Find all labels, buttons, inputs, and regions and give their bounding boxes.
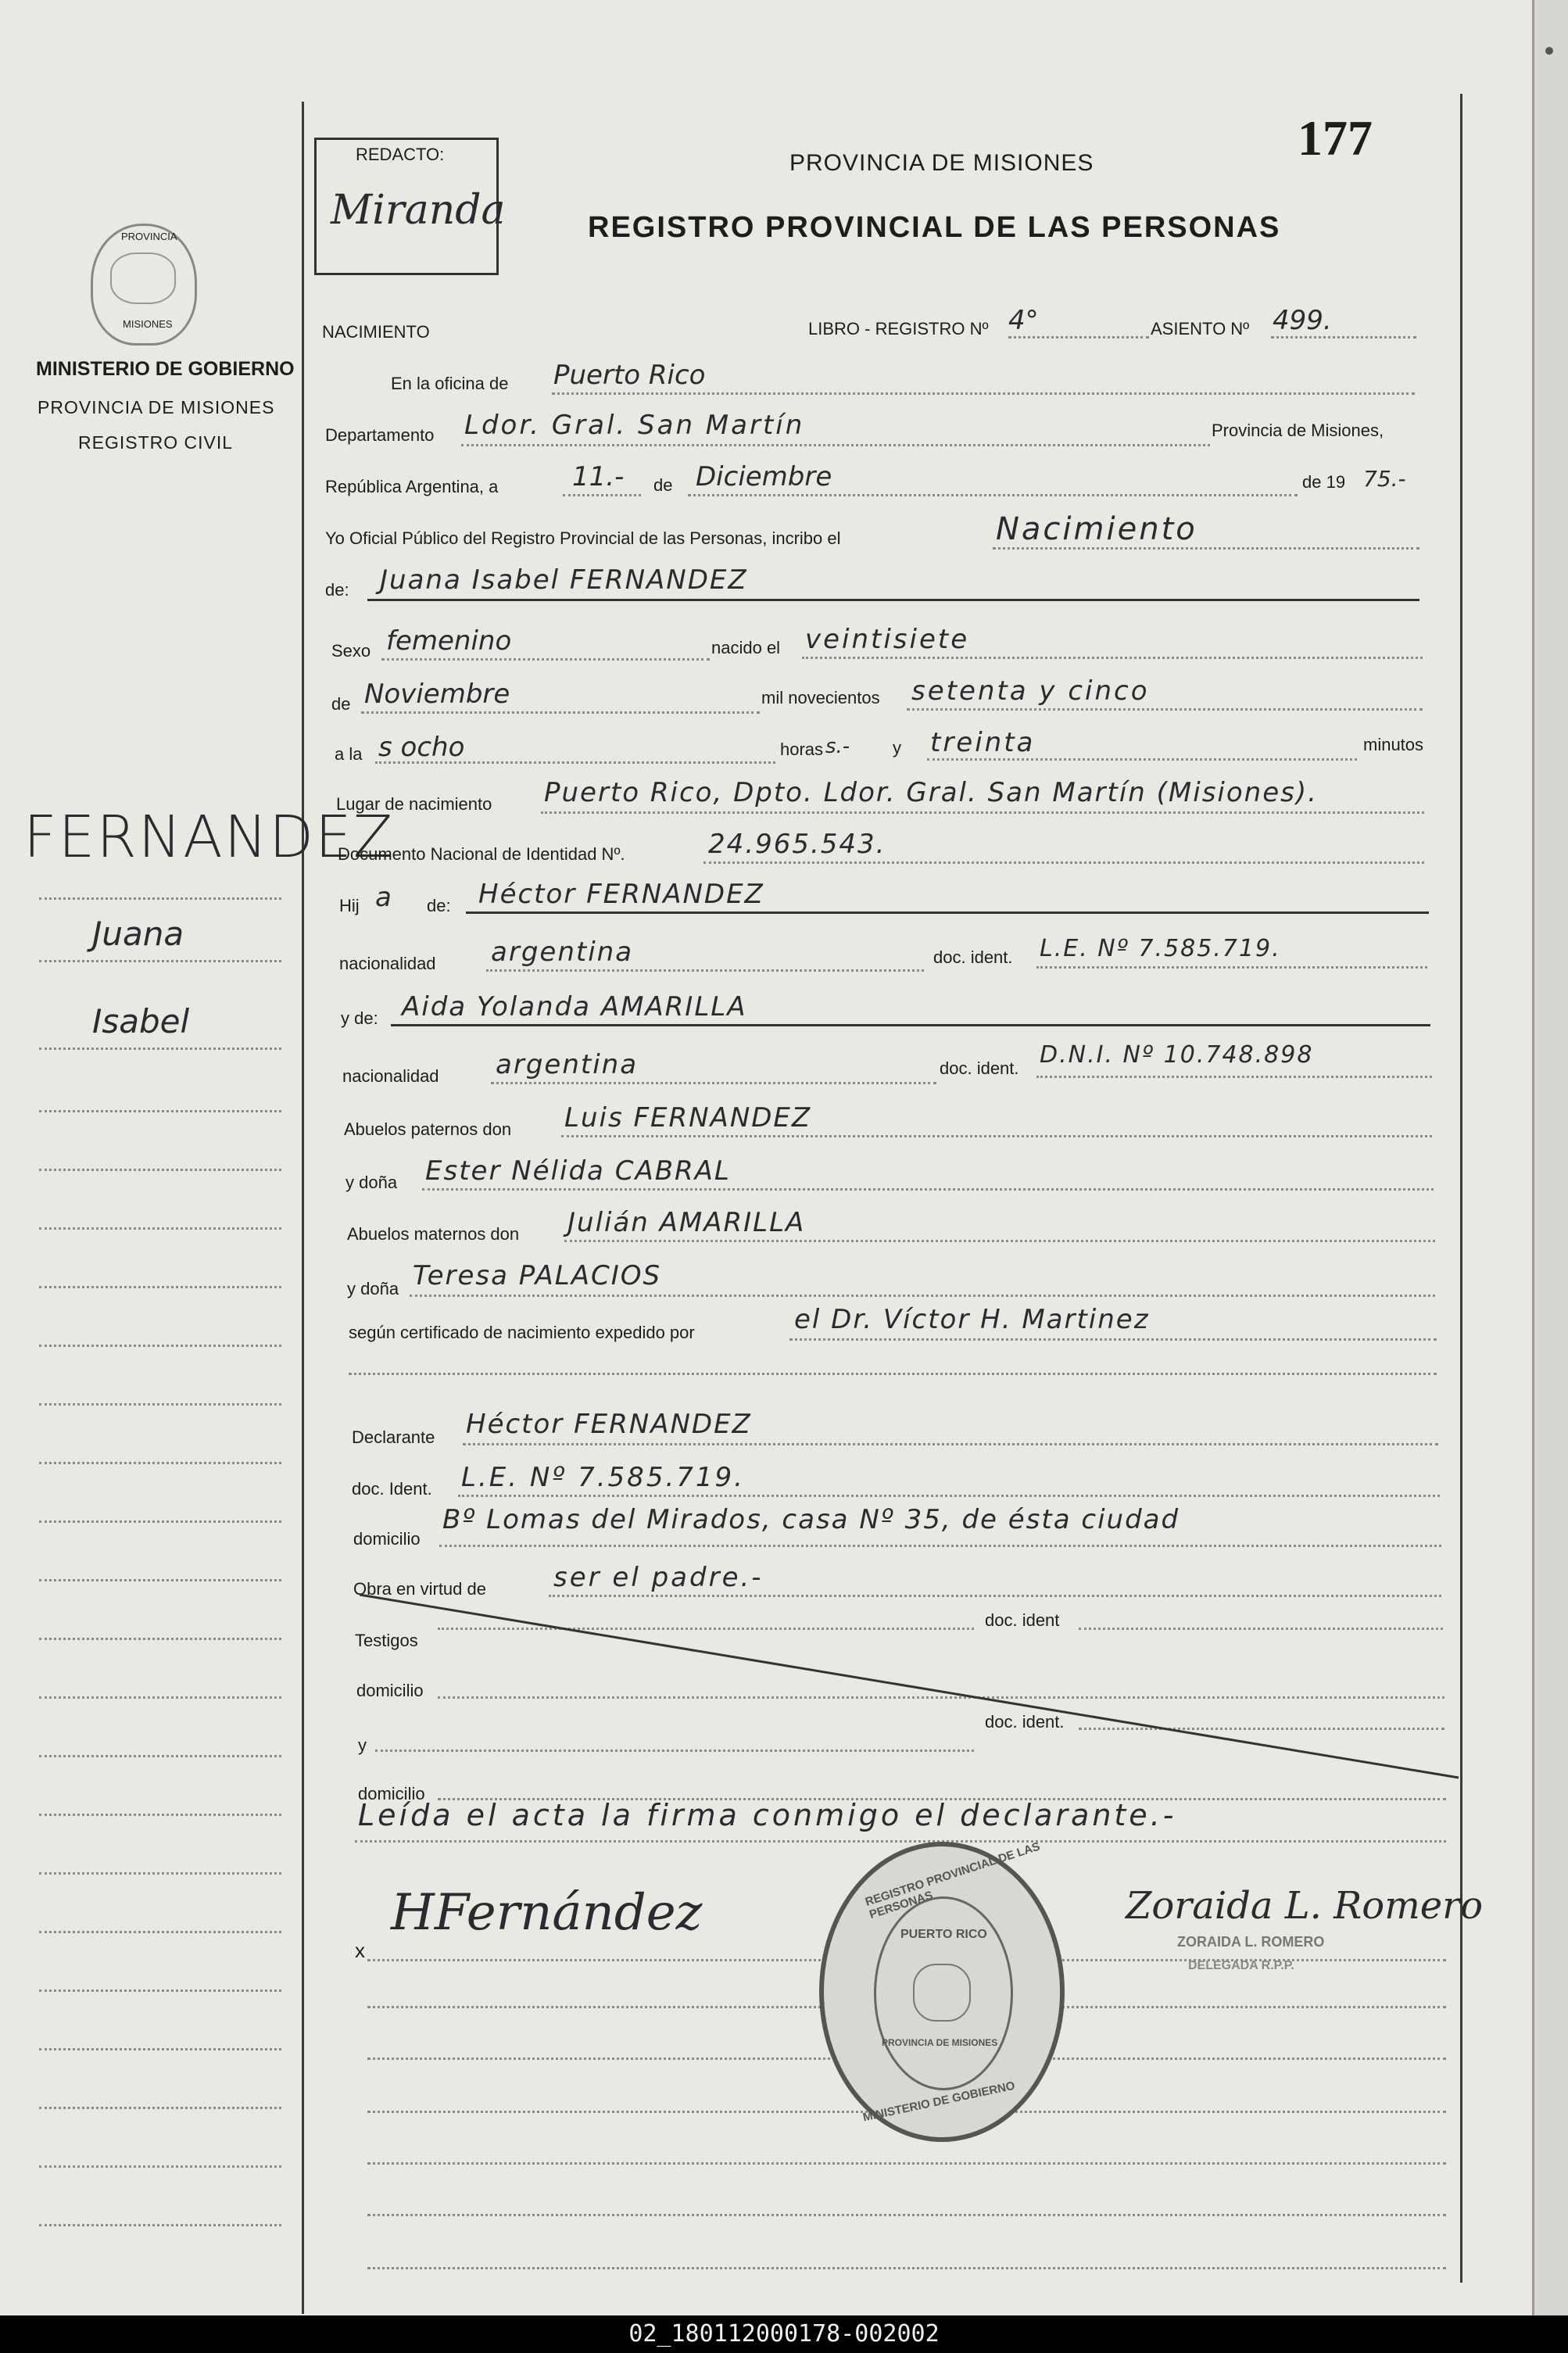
seal-bottom-text: MINISTERIO DE GOBIERNO (861, 2079, 1016, 2125)
libro-label: LIBRO - REGISTRO Nº (808, 319, 989, 338)
mil-label: mil novecientos (761, 688, 880, 707)
closing-value: Leída el acta la firma conmigo el declarante.- (358, 1798, 1177, 1832)
official-stamp-title: DELEGADA R.P.P. (1188, 1959, 1294, 1972)
right-border (1460, 94, 1462, 2283)
nacimiento-label: NACIMIENTO (322, 322, 430, 342)
yo-oficial-label: Yo Oficial Público del Registro Provincial de las Personas, incribo el (325, 528, 841, 548)
horas-label: horas (780, 740, 824, 759)
domicilio-label: domicilio (353, 1529, 421, 1549)
x-mark-label: x (355, 1939, 365, 1962)
dni-value: 24.965.543. (708, 829, 886, 860)
ministry-registry: REGISTRO CIVIL (78, 432, 234, 453)
lugar-label: Lugar de nacimiento (336, 794, 492, 814)
day-value: 11.- (572, 461, 625, 492)
crest-text-bottom: MISIONES (123, 318, 173, 330)
official-seal (819, 1839, 1065, 2142)
binding-hole-icon (1545, 47, 1553, 55)
nacido-label: nacido el (711, 638, 781, 657)
certificado-label: según certificado de nacimiento expedido por (349, 1323, 695, 1342)
doc-ident-declarante-label: doc. Ident. (352, 1479, 432, 1499)
de-name-label: de: (325, 580, 349, 600)
y-2-label: y (358, 1735, 367, 1755)
testigos-doc-2-label: doc. ident. (985, 1712, 1065, 1732)
minutos-label: minutos (1363, 735, 1424, 754)
abuelo-materno-value: Julián AMARILLA (567, 1207, 806, 1238)
month-value: Diciembre (696, 461, 832, 492)
seal-inner-top: PUERTO RICO (900, 1928, 987, 1941)
abuelos-paternos-label: Abuelos paternos don (344, 1119, 512, 1139)
year-value: 75.- (1363, 466, 1406, 492)
doc-ident-1-value: L.E. Nº 7.585.719. (1040, 935, 1281, 962)
margin-name-1: Juana (92, 915, 184, 953)
mil-value: setenta y cinco (911, 675, 1150, 707)
declarante-value: Héctor FERNANDEZ (466, 1409, 752, 1440)
name-value: Juana Isabel FERNANDEZ (380, 564, 748, 596)
hijo-label: Hij (339, 896, 360, 915)
doc-ident-2-value: D.N.I. Nº 10.748.898 (1040, 1041, 1314, 1069)
abuelos-maternos-label: Abuelos maternos don (347, 1224, 520, 1244)
ministry-title: MINISTERIO DE GOBIERNO (36, 358, 295, 380)
obra-label: Obra en virtud de (353, 1579, 486, 1599)
nacionalidad-2-label: nacionalidad (342, 1066, 439, 1086)
nacionalidad-1-label: nacionalidad (339, 954, 436, 973)
asiento-value: 499. (1273, 305, 1332, 336)
testigos-doc-label: doc. ident (985, 1610, 1060, 1630)
departamento-value: Ldor. Gral. San Martín (464, 410, 805, 441)
abuelo-paterno-value: Luis FERNANDEZ (564, 1102, 812, 1134)
redacto-label: REDACTO: (356, 145, 445, 164)
official-signature: Zoraida L. Romero (1126, 1884, 1483, 1928)
doc-ident-2-label: doc. ident. (940, 1058, 1019, 1078)
doc-ident-declarante-value: L.E. Nº 7.585.719. (461, 1462, 745, 1493)
testigos-label: Testigos (355, 1631, 418, 1650)
declarante-label: Declarante (352, 1427, 435, 1447)
de-year-label: de 19 (1302, 472, 1346, 492)
header-title: REGISTRO PROVINCIAL DE LAS PERSONAS (588, 211, 1281, 244)
domicilio-1-label: domicilio (356, 1681, 424, 1700)
doc-ident-1-label: doc. ident. (933, 947, 1013, 967)
oficina-label: En la oficina de (391, 374, 509, 393)
crest-text-top: PROVINCIA (121, 231, 177, 242)
minutos-value: treinta (930, 727, 1036, 758)
sexo-value: femenino (386, 625, 512, 657)
official-stamp-name: ZORAIDA L. ROMERO (1177, 1934, 1325, 1950)
redacto-signature: Miranda (331, 187, 506, 234)
abuela-materna-value: Teresa PALACIOS (413, 1260, 662, 1291)
crest-emblem-icon (110, 252, 176, 304)
dni-label: Documento Nacional de Identidad Nº. (338, 844, 625, 864)
acto-value: Nacimiento (996, 511, 1197, 547)
declarant-signature: HFernández (391, 1884, 703, 1942)
book-gutter (1532, 0, 1568, 2315)
dona-2-label: y doña (347, 1279, 399, 1298)
nacionalidad-2-value: argentina (496, 1049, 639, 1080)
departamento-label: Departamento (325, 425, 435, 445)
republica-label: República Argentina, a (325, 477, 499, 496)
nacionalidad-1-value: argentina (491, 937, 634, 968)
coat-of-arms-icon (91, 224, 197, 346)
lugar-value: Puerto Rico, Dpto. Ldor. Gral. San Martín (Misiones). (544, 777, 1318, 808)
hijo-suffix: a (375, 882, 392, 913)
y-label: y (893, 738, 901, 757)
horas-value: s.- (825, 735, 850, 758)
y-de-label: y de: (341, 1008, 378, 1028)
header-province: PROVINCIA DE MISIONES (789, 150, 1094, 176)
seal-outer-text: REGISTRO PROVINCIAL DE LAS PERSONAS (863, 1839, 1042, 1922)
abuela-paterna-value: Ester Nélida CABRAL (425, 1155, 731, 1187)
nacido-value: veintisiete (805, 624, 970, 655)
strike-through-line (356, 1587, 1466, 1782)
obra-value: ser el padre.- (553, 1562, 764, 1593)
dona-1-label: y doña (345, 1173, 398, 1192)
image-id-caption: 02_180112000178-002002 (0, 2315, 1568, 2353)
margin-name-2: Isabel (92, 1002, 190, 1040)
seal-inner-bottom: PROVINCIA DE MISIONES (882, 2037, 998, 2048)
de-month-label: de (653, 475, 673, 495)
nacido-month-label: de (331, 694, 351, 714)
hijo-de-label: de: (427, 896, 451, 915)
alas-label: a la (335, 744, 363, 764)
domicilio-value: Bº Lomas del Mirados, casa Nº 35, de ésta ciudad (442, 1504, 1180, 1535)
ministry-province: PROVINCIA DE MISIONES (38, 397, 275, 417)
page-number: 177 (1298, 110, 1373, 166)
margin-surname: FERNANDEZ (23, 804, 395, 871)
seal-emblem-icon (913, 1964, 971, 2022)
redacto-box (314, 138, 506, 275)
father-value: Héctor FERNANDEZ (478, 879, 764, 910)
nacido-month-value: Noviembre (364, 679, 510, 710)
certificado-value: el Dr. Víctor H. Martinez (794, 1304, 1150, 1335)
asiento-label: ASIENTO Nº (1151, 319, 1250, 338)
provincia-label: Provincia de Misiones, (1212, 421, 1384, 440)
margin-divider (302, 102, 304, 2314)
domicilio-2-label: domicilio (358, 1784, 425, 1803)
mother-value: Aida Yolanda AMARILLA (402, 991, 747, 1022)
sexo-label: Sexo (331, 641, 371, 661)
alas-value: s ocho (378, 732, 465, 763)
oficina-value: Puerto Rico (553, 360, 706, 391)
libro-value: 4° (1008, 305, 1039, 336)
